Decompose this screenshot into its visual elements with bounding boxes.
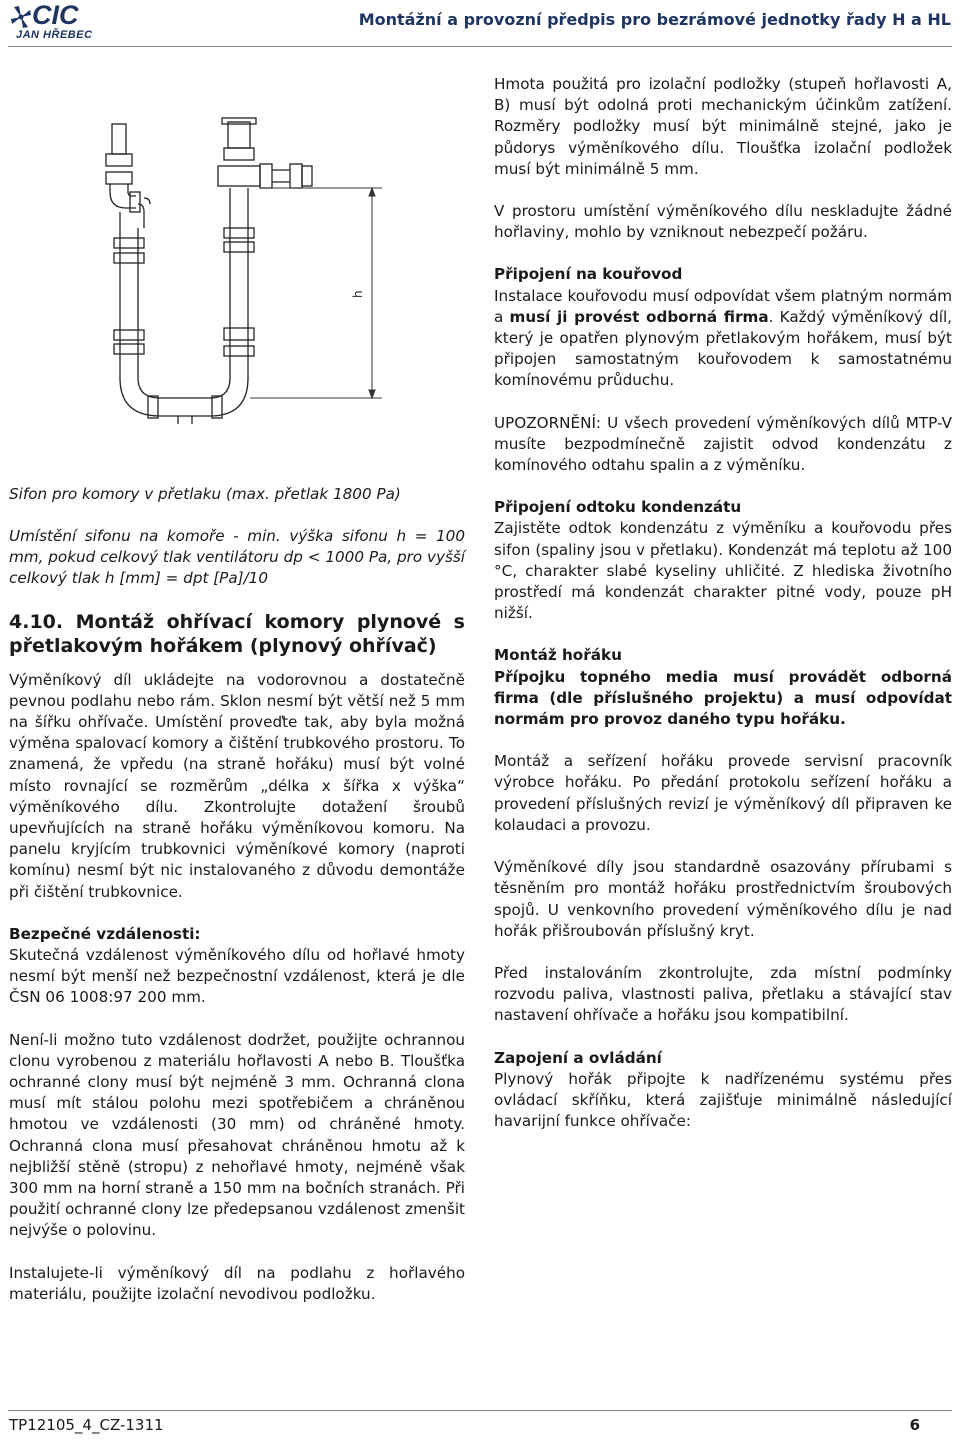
burner-paragraph-2: Výměníkové díly jsou standardně osazovány přírubami s těsněním pro montáž hořáku prostřednictvím šroubových spojů. U venkovního provedení výměníkového dílu je nad hořák přišroubován příslušný kryt. <box>494 858 952 940</box>
page-header <box>0 0 960 46</box>
control-heading: Zapojení a ovládání <box>494 1048 662 1067</box>
burner-heading: Montáž hořáku <box>494 646 622 665</box>
burner-paragraph-1: Montáž a seřízení hořáku provede servisní pracovník výrobce hořáku. Po předání protokolu seřízení hořáku a provedení příslušných revizí je výměníkový díl připraven ke kolaudaci a provozu. <box>494 752 952 834</box>
header-divider <box>8 46 952 47</box>
flue-text-bold: musí ji provést odborná firma <box>509 307 769 326</box>
figure-caption <box>9 484 465 505</box>
warning-paragraph: UPOZORNĚNÍ: U všech provedení výměníkových dílů MTP-V musíte bezpodmínečně zajistit odvod kondenzátu z komínového odtahu spalin a z výměníku. <box>494 413 952 475</box>
siphon-diagram <box>100 108 400 428</box>
flue-text-a: Instalace kouřovodu musí odpovídat všem platným normám a <box>494 286 952 326</box>
fan-logo-icon <box>10 4 32 30</box>
company-logo <box>10 2 120 44</box>
section-heading: 4.10. Montáž ohřívací komory plynové s přetlakovým hořákem (plynový ohřívač) <box>9 610 465 657</box>
document-title: Montážní a provozní předpis pro bezrámové jednotky řady H a HL <box>358 10 951 29</box>
flammables-paragraph: V prostoru umístění výměníkového dílu neskladujte žádné hořlaviny, mohlo by vzniknout nebezpečí požáru. <box>494 202 952 242</box>
safe-distance-paragraph-2: Není-li možno tuto vzdálenost dodržet, použijte ochrannou clonu vyrobenou z materiálu hořlavosti A nebo B. Tloušťka ochranné clony musí být nejméně 3 mm. Ochranná clona musí mít stálou polohu mezi spotřebičem a chráněnou hmotou ve vzdálenosti (30 mm) od chráněné hmoty. Ochranná clona musí přesahovat chráněnou hmotu až k nejbližší stěně (stropu) z nehořlavé hmoty, nejméně však 300 mm na horní straně a 150 mm na bočních stranách. Při použití ochranné clony lze předepsanou vzdálenost zmenšit nejvýše o polovinu. <box>9 1030 465 1240</box>
siphon-note: Umístění sifonu na komoře - min. výška sifonu h = 100 mm, pokud celkový tlak ventilátoru dp < 1000 Pa, pro vyšší celkový tlak h [mm] = dpt [Pa]/10 <box>9 527 465 588</box>
logo-text: CIC <box>32 0 79 30</box>
burner-bold-paragraph: Přípojku topného media musí provádět odborná firma (dle příslušného projektu) a musí odpovídat normám pro provoz daného typu hořáku. <box>494 667 952 729</box>
flue-heading: Připojení na kouřovod <box>494 265 683 284</box>
safe-distance-paragraph-1: Skutečná vzdálenost výměníkového dílu od hořlavé hmoty nesmí být menší než bezpečnostní vzdálenost, která je dle ČSN 06 1008:97 200 mm. <box>9 946 465 1007</box>
burner-paragraph-3: Před instalováním zkontrolujte, zda místní podmínky rozvodu paliva, vlastnosti paliva, přetlaku a stávající stav nastavení ohřívače a hořáku jsou kompatibilní. <box>494 963 952 1025</box>
safe-distance-heading: Bezpečné vzdálenosti: <box>9 924 201 943</box>
logo-subtitle: JAN HŘEBEC <box>16 29 93 41</box>
flue-text-c: . Každý výměníkový díl, který je opatřen plynovým přetlakovým hořákem, musí být připojen samostatným kouřovodem k samostatnému komínovému průduchu. <box>494 307 952 390</box>
page-number: 6 <box>909 1416 920 1434</box>
control-paragraph: Plynový hořák připojte k nadřízenému systému přes ovládací skříňku, která zajišťuje minimálně následující havarijní funkce ohřívače: <box>494 1069 952 1131</box>
document-code: TP12105_4_CZ-1311 <box>9 1416 164 1434</box>
dimension-label-h: h <box>351 290 365 298</box>
safe-distance-paragraph-3: Instalujete-li výměníkový díl na podlahu z hořlavého materiálu, použijte izolační nevodivou podložku. <box>9 1263 465 1303</box>
left-column <box>9 526 465 1305</box>
siphon-caption: Sifon pro komory v přetlaku (max. přetlak 1800 Pa) <box>9 485 401 503</box>
footer-divider <box>8 1410 952 1411</box>
condensate-paragraph: Zajistěte odtok kondenzátu z výměníku a kouřovodu přes sifon (spaliny jsou v přetlaku). Kondenzát má teplotu až 100 °C, charakter slabé kyseliny uhličité. Z hlediska životního prostředí má kondenzát charakter pitné vody, pouze pH nižší. <box>494 519 952 623</box>
installation-paragraph: Výměníkový díl ukládejte na vodorovnou a dostatečně pevnou podlahu nebo rám. Sklon nesmí být větší než 5 mm na šířku ohřívače. Umístění proveďte tak, aby byla možná výměna spalovací komory a čištění trubkového prostoru. To znamená, že vpředu (na straně hořáku) musí být volné místo rovnající se rozměrům „délka x šířka x výška“ výměníkového dílu. Zkontrolujte dotažení šroubů upevňujících na straně hořáku výměníkovou komoru. Na panelu kryjícím trubkovnici výměníkové komory (naproti komínu) nesmí být nic instalovaného z důvodu demontáže při čištění trubkovnice. <box>9 670 465 901</box>
flue-paragraph <box>494 286 952 392</box>
right-column <box>494 74 952 1132</box>
condensate-heading: Připojení odtoku kondenzátu <box>494 498 742 517</box>
insulation-paragraph: Hmota použitá pro izolační podložky (stupeň hořlavosti A, B) musí být odolná proti mechanickým účinkům zatížení. Rozměry podložky musí být minimálně stejné, jako je půdorys výměníkového dílu. Tloušťka izolační podložek musí být minimálně 5 mm. <box>494 75 952 178</box>
